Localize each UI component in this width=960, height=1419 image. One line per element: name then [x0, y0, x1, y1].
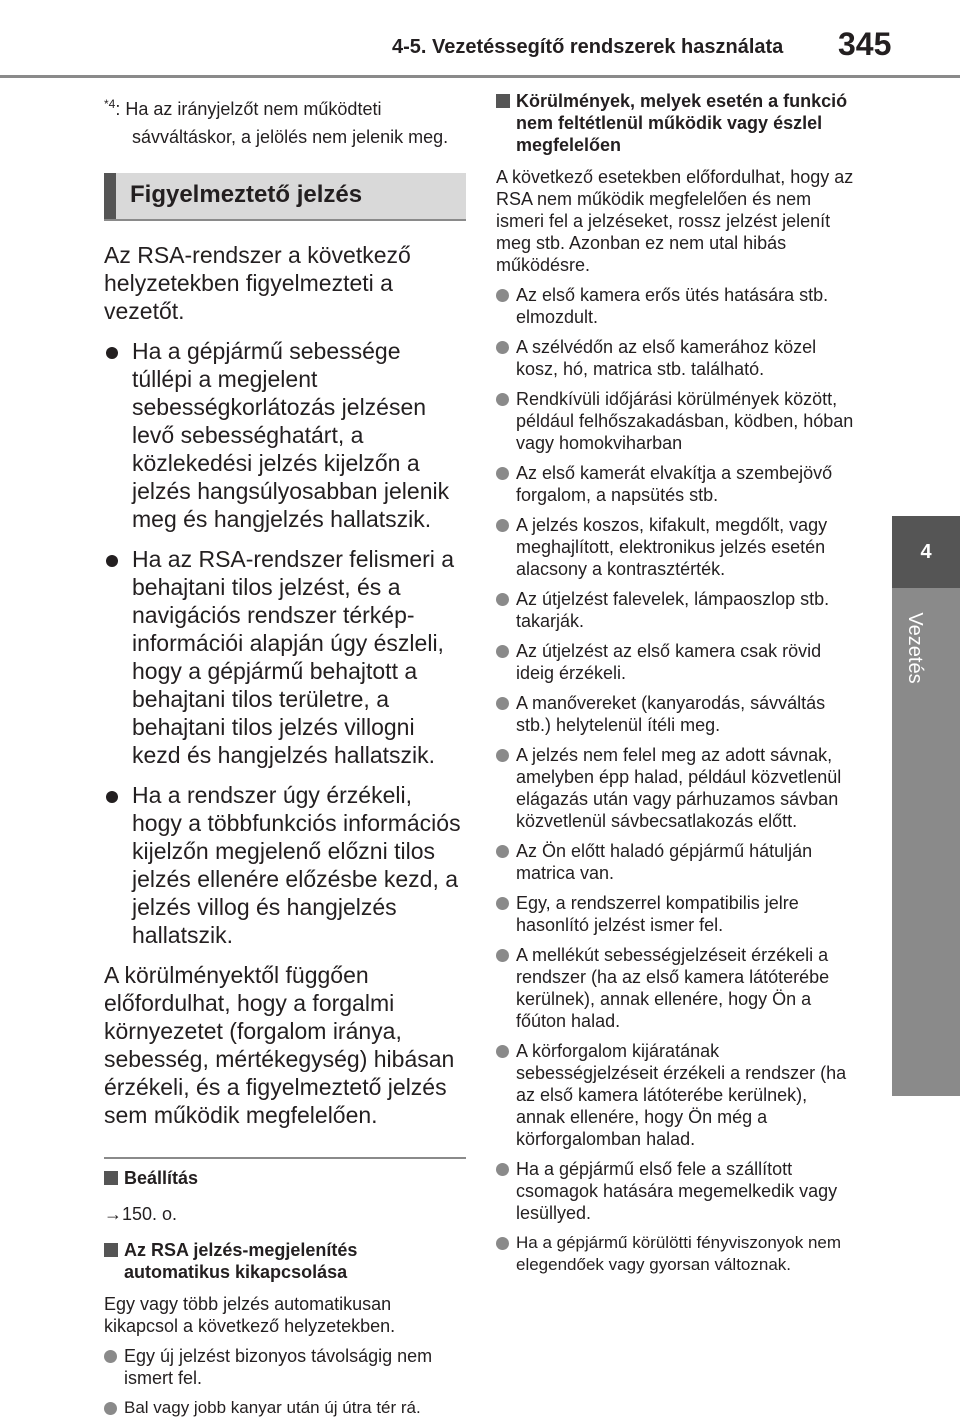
square-bullet-icon [496, 94, 510, 108]
list-item: Az útjelzést az első kamera csak rövid ideig érzékeli. [496, 640, 856, 684]
conditions-intro: A következő esetekben előfordulhat, hogy az RSA nem működik megfelelően és nem ismeri fel a jelzéseket, rossz jelzést jelenít meg stb. Azonban ez nem utal hibás működésre. [496, 167, 854, 275]
footnote [104, 90, 466, 151]
setting-heading: Beállítás [104, 1167, 466, 1189]
bullet-icon [496, 749, 509, 762]
list-item: A manővereket (kanyarodás, sávváltás stb.) helytelenül ítéli meg. [496, 692, 856, 736]
section-heading-box [104, 173, 466, 221]
right-column [496, 90, 856, 1276]
list-item: Egy, a rendszerrel kompatibilis jelre hasonlító jelzést ismer fel. [496, 892, 856, 936]
page-number: 345 [838, 26, 892, 62]
bullet-icon [496, 897, 509, 910]
bullet-icon [496, 1163, 509, 1176]
footnote-text: : Ha az irányjelzőt nem működteti sávváltáskor, a jelölés nem jelenik meg. [115, 99, 449, 147]
square-bullet-icon [104, 1243, 118, 1257]
auto-off-heading: Az RSA jelzés-megjelenítés automatikus kikapcsolása [104, 1239, 466, 1283]
bullet-icon [496, 697, 509, 710]
list-item: A jelzés koszos, kifakult, megdőlt, vagy meghajlított, elektronikus jelzés esetén alacsony a kontrasztérték. [496, 514, 856, 580]
closing-paragraph: A körülményektől függően előfordulhat, hogy a forgalmi környezetet (forgalom iránya, sebesség, mértékegység) hibásan érzékeli, és a figyelmeztető jelzés sem működik megfelelően. [104, 962, 455, 1128]
list-item: A jelzés nem felel meg az adott sávnak, amelyben épp halad, például közvetlenül elágazás után vagy párhuzamos sávban közvetlenül sávbecsatlakozás előtt. [496, 744, 856, 832]
conditions-heading: Körülmények, melyek esetén a funkció nem feltétlenül működik vagy észlel megfelelően [496, 90, 856, 156]
bullet-icon [496, 289, 509, 302]
bullet-icon [496, 593, 509, 606]
warning-intro: Az RSA-rendszer a következő helyzetekben figyelmezteti a vezetőt. [104, 242, 411, 324]
left-column [104, 90, 466, 1419]
bullet-icon [496, 1237, 509, 1250]
list-item: Az útjelzést falevelek, lámpaoszlop stb. takarják. [496, 588, 856, 632]
bullet-icon [496, 645, 509, 658]
section-title: Figyelmeztető jelzés [130, 181, 363, 208]
list-item: Ha a rendszer úgy érzékeli, hogy a többfunkciós információs kijelzőn megjelenő előzni tilos jelzés ellenére előzésbe kezd, a jelzés villog és hangjelzés hallatszik. [104, 781, 466, 949]
list-item: Az első kamerát elvakítja a szembejövő forgalom, a napsütés stb. [496, 462, 856, 506]
section-divider [104, 1157, 466, 1159]
header-rule [0, 75, 960, 78]
chapter-name: Vezetés [904, 612, 926, 684]
list-item: Ha a gépjármű sebessége túllépi a megjelent sebességkorlátozás jelzésen levő sebességhatárt, a közlekedési jelzés kijelzőn a jelzés hangsúlyosabban jelenik meg és hangjelzés hallatszik. [104, 337, 466, 533]
bullet-icon [106, 555, 118, 567]
list-item: Ha a gépjármű első fele a szállított csomagok hatására megemelkedik vagy lesüllyed. [496, 1158, 856, 1224]
bullet-icon [106, 347, 118, 359]
list-item: Bal vagy jobb kanyar után új útra tér rá. [104, 1397, 466, 1419]
bullet-icon [496, 845, 509, 858]
footnote-marker: *4 [104, 97, 116, 111]
bullet-icon [496, 519, 509, 532]
list-item: A szélvédőn az első kamerához közel kosz, hó, matrica stb. található. [496, 336, 856, 380]
list-item: A körforgalom kijáratának sebességjelzéseit érzékeli a rendszer (ha az első kamera látóterébe kerülnek), annak ellenére, hogy Ön még a körforgalomban halad. [496, 1040, 856, 1150]
bullet-icon [496, 467, 509, 480]
bullet-icon [496, 949, 509, 962]
list-item: Az Ön előtt haladó gépjármű hátulján matrica van. [496, 840, 856, 884]
list-item: Ha a gépjármű körülötti fényviszonyok nem elegendőek vagy gyorsan változnak. [496, 1232, 856, 1276]
bullet-icon [496, 341, 509, 354]
bullet-icon [104, 1402, 117, 1415]
list-item: Rendkívüli időjárási körülmények között, például felhőszakadásban, ködben, hóban vagy homokviharban [496, 388, 856, 454]
list-item: Egy új jelzést bizonyos távolságig nem ismert fel. [104, 1345, 466, 1389]
list-item: Ha az RSA-rendszer felismeri a behajtani tilos jelzést, és a navigációs rendszer térkép-információi alapján úgy észleli, hogy a gépjármű behajtott a behajtani tilos területre, a behajtani tilos jelzés villogni kezd és hangjelzés hallatszik. [104, 545, 466, 769]
running-header: 4-5. Vezetéssegítő rendszerek használata [392, 36, 784, 58]
chapter-number-tab: 4 [892, 516, 960, 588]
list-item: Az első kamera erős ütés hatására stb. elmozdult. [496, 284, 856, 328]
bullet-icon [496, 1045, 509, 1058]
auto-off-intro: Egy vagy több jelzés automatikusan kikapcsol a következő helyzetekben. [104, 1294, 396, 1336]
bullet-icon [496, 393, 509, 406]
list-item: A mellékút sebességjelzéseit érzékeli a rendszer (ha az első kamera látóterébe kerülnek), annak ellenére, hogy Ön a főúton halad. [496, 944, 856, 1032]
square-bullet-icon [104, 1171, 118, 1185]
setting-page-reference: →150. o. [104, 1204, 178, 1224]
bullet-icon [106, 791, 118, 803]
